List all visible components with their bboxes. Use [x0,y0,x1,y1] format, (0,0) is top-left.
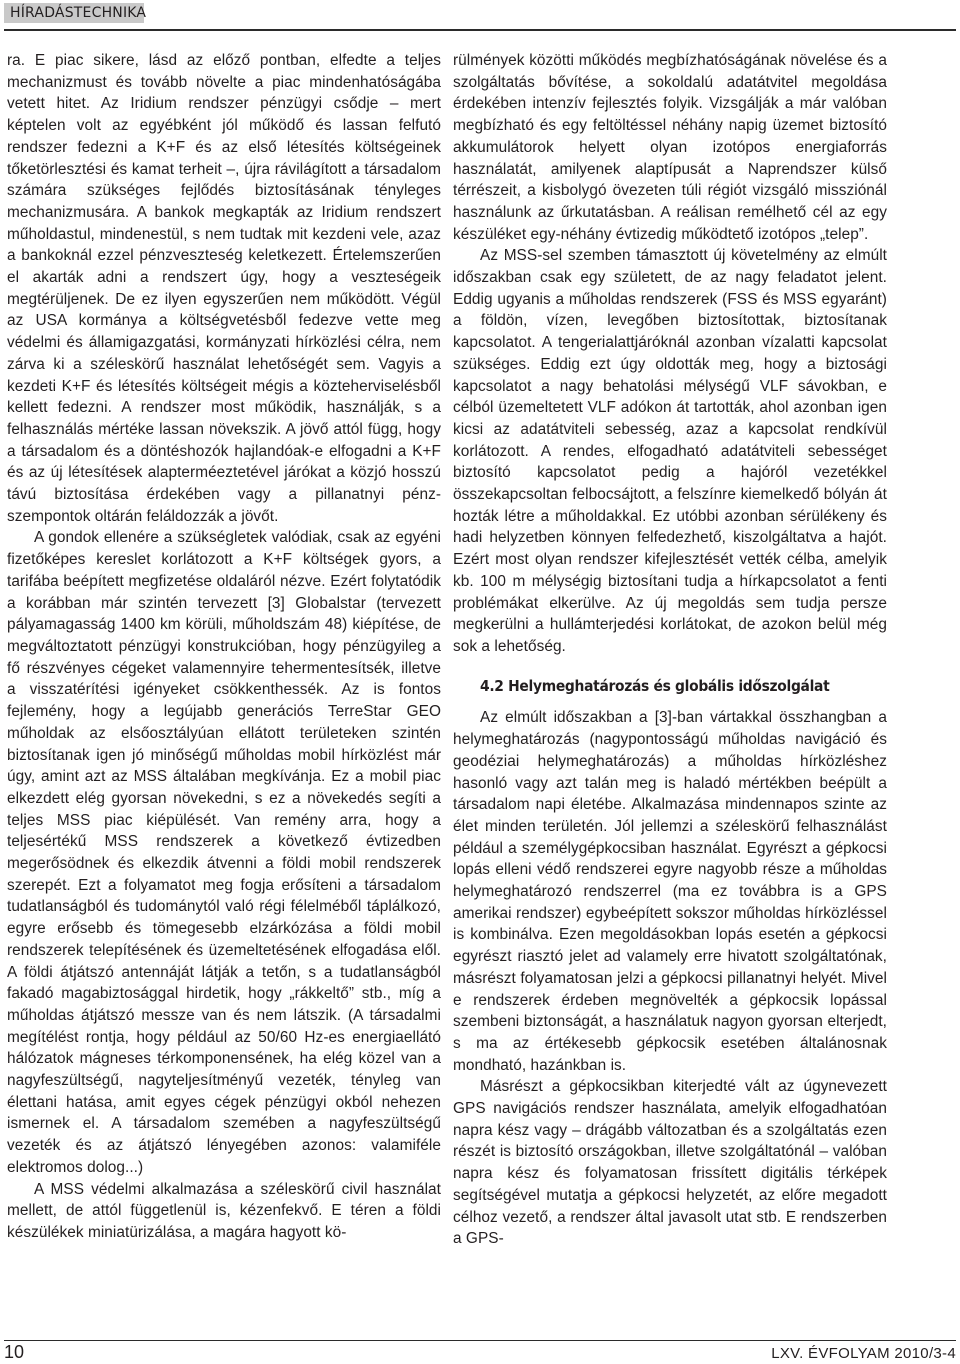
paragraph: ra. E piac sikere, lásd az előző pontban, elfedte a teljes mechanizmust és tovább növelte a piac mindenhatóságába vetett hitet. Az Iridium rendszer pénzügyi csődje – mert képtelen volt az egyébként jól működő és lassan felfutó rendszer fedezni a K+F és az első létesítés költségeinek tőketörlesztési és kamat terheit –, újra rávilágított a társadalom számára szükséges fejlődés biztosításának tényleges mechanizmusára. A bankok megkapták az Iridium rendszert műholdastul, mindenestül, s nem tudtak mit kezdeni vele, azaz a bankoknál ezzel pénzveszteség keletkezett. Értelemszerűen el akarták adni a rendszert úgy, hogy a veszteségeik megtérüljenek. De ez ilyen egyszerűen nem működött. Végül az USA kormánya a költségvetésből fedezve vette meg védelmi és államigazgatási, kormányzati hírközlési célra, nem zárva ki a széleskörű használat lehetőségét sem. Vagyis a kezdeti K+F és létesítés költségeit mégis a közteherviselésből kellett fedezni. A rendszer most működik, használják, s a felhasználás mértéke lassan növekszik. A jövő attól függ, hogy a társadalom és a döntéshozók hajlandóak-e elfogadni a K+F és az új létesítések alapterméeztetével járókat a közjó hosszú távú biztosítása érdekében vagy a pillanatnyi pénz-szempontok oltárán feláldozzák a jövőt. [7,52,441,525]
paragraph: rülmények közötti működés megbízhatóságának növelése és a szolgáltatás bővítése, a sokoldalú adatátvitel megoldása érdekében intenzív fejlesztés folyik. Vizsgálják a már valóban megbízható és egy feltöltéssel néhány napig üzemet biztosító akkumulátorok helyett olyan izotópos energiaforrás használatát, amilyenek alaptípusát a Naprendszer külső térrészeit, a kisbolygó övezeten túli régiót vizsgáló missziónál használunk az űrkutatásban. A reálisan remélhető cél az egy készüléket egy-néhány évtizedig működtető izotópos „telep”. [453,52,887,243]
paragraph: A MSS védelmi alkalmazása a széleskörű civil használat mellett, de attól függetlenül is, kézenfekvő. E téren a földi készülékek miniatürizálása, a magára hagyott kö- [7,1180,441,1241]
section-heading: 4.2 Helymeghatározás és globális időszolgálat [480,676,830,695]
header-rule [4,29,956,31]
right-column [453,50,887,1250]
footer-rule [4,1340,956,1341]
page-number: 10 [4,1342,25,1362]
paragraph: A gondok ellenére a szükségletek valódiak, csak az egyéni fizetőképes kereslet korlátozott a K+F költségek gyors, a tarifába beépített megfizetése oldaláról nézve. Ezért folytatódik a korábban már szintén tervezett [3] Globalstar (tervezett pályamagasság 1400 km körüli, műholdszám 48) kiépítése, de megváltoztatott pénzügyi konstrukcióban, hogy pénzügyileg a fő részvényes cégeket valamennyire tehermentesítsék, illetve a visszatérítési igényeket csökkenthessék. Az is fontos fejlemény, hogy a legújabb generációs TerreStar GEO műholdak az elsőosztályúan ellátott területeken szintén biztosítanak igen jó minőségű műholdas mobil hírközlést már úgy, amint azt az MSS általában megkívánja. Ez a mobil piac elkezdett elég gyorsan növekedni, s ez a növekedés segíti a teljes MSS piac kiépülését. Van remény arra, hogy a teljesértékű MSS rendszerek a következő évtizedben megerősödnek és elkezdik átvenni a földi mobil rendszerek szerepét. Ezt a folyamatot meg fogja erősíteni a társadalom tudatlanságból és tudománytól való régi félelméből táplálkozó, egyre erősebb és tömegesebb elzárkózása a földi mobil rendszerek telepítésének és üzemeltetésének elfogadása elől. A földi átjátszó antennáját látják a tetőn, s a tudatlanságból fakadó magabiztosággal hirdetik, hogy „rákkeltő” stb., míg a műholdas átjátszó messze van és nem látszik. (A társadalmi megítélést rontja, hogy például az 50/60 Hz-es energiaellátó hálózatok mágneses térkomponensének, ha elég közel van a nagyfeszültségű, nagyteljesítményű vezeték, tényleg van élettani hatása, amit egyes cégek pénzügyi okból nehezen ismernek el. A társadalom szemében a nagyfeszültségű vezeték és az átjátszó lényegében azonos: valamiféle elektromos dolog...) [7,529,441,1176]
paragraph: Az elmúlt időszakban a [3]-ban vártakkal összhangban a helymeghatározás (nagypontosságú műholdas navigáció és geodéziai helymeghatározás) a műholdas hírközléshez hasonló vagy azt talán meg is haladó mértékben beépült a társadalom napi életébe. Alkalmazása mindennapos szinte az élet minden területén. Jól jellemzi a széleskörű felhasználást például a személygépkocsiban használat. Egyrészt a gépkocsi lopás elleni védő rendszerei egyre nagyobb része a műholdas helymeghatározó rendszerrel (ma ez továbbra is a GPS amerikai rendszer) egybeépített sokszor műholdas hírközléssel is kombinálva. Ezen megoldásokban lopás esetén a gépkocsi egyrészt riasztó jelet ad valamely erre hivatott szolgáltatónak, másrészt folyamatosan jelzi a gépkocsi pillanatnyi helyét. Mivel e rendszerek érdeben megnövelték a gépkocsik lopással szembeni biztonságát, a használatuk nagyon gyorsan elterjedt, s ma az értékesebb gépkocsik esetében általánosnak mondható, hazánkban is. [453,709,887,1074]
paragraph: Az MSS-sel szemben támasztott új követelmény az elmúlt időszakban csak egy született, de az nagy feladatot jelent. Eddig ugyanis a műholdas rendszerek (FSS és MSS egyaránt) a földön, vízen, levegőben biztosítottak, biztosítanak kapcsolatot. A tengerialattjáróknál azonban vízalatti kapcsolat szükséges. Eddig ezt úgy oldották meg, hogy a biztosági kapcsolatot a nagy behatolási mélységű VLF sávokban, e célból üzemeltetett VLF adókon át tartották, ahol azonban igen kicsi az adatátviteli sebesség, azaz a kapcsolat rendkívül korlátozott. A rendes, elfogadható adatátviteli sebességet biztosító kapcsolatot pedig a hajóról vezetékkel összekapcsoltan felbocsájtott, a felszínre kiemelkedő bólyán át hozták létre a műholdakkal. Ez utóbbi azonban sérülékeny és hadi helyzetben könnyen felfedezhető, kiszolgáltatva a hajót. Ezért most olyan rendszer kifejlesztését vették célba, amelyik kb. 100 m mélységig biztosítani tudja a hírkapcsolatot a fenti problémákat elkerülve. Az új megoldás sem tudja persze megkerülni a hullámterjedési korlátokat, de azokon belül még sok a lehetőség. [453,247,887,655]
journal-issue: LXV. ÉVFOLYAM 2010/3-4 [771,1345,956,1362]
running-title: HÍRADÁSTECHNIKA [4,3,144,23]
paragraph: Másrészt a gépkocsikban kiterjedté vált az úgynevezett GPS navigációs rendszer használata, amelyik elfogadhatóan napra kész vagy – drágább változatban és a szolgáltatás ezen részét is biztosító országokban, illetve szolgáltatónál – valóban napra kész és folyamatosan frissített digitális térképek segítségével mutatja a gépkocsi helyzetét, az előre megadott célhoz vezető, a rendszer által javasolt utat stb. E rendszerben a GPS- [453,1078,887,1248]
left-column [7,50,441,1244]
